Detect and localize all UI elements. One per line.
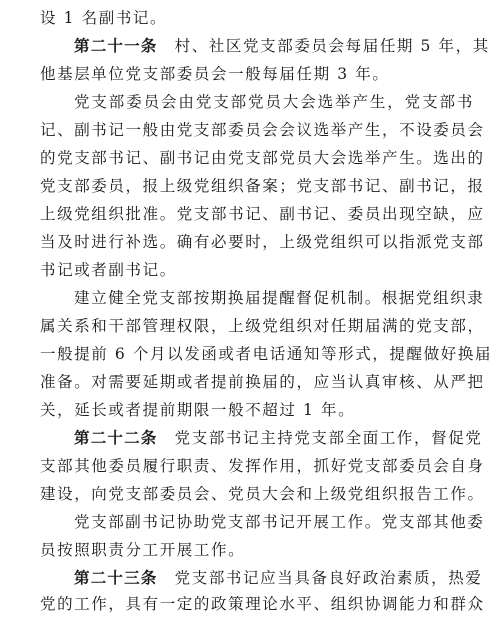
- line-text: 建设，向党支部委员会、党员大会和上级党组织报告工作。: [40, 485, 485, 503]
- line-text: 员按照职责分工开展工作。: [40, 541, 246, 559]
- line-text: 党支部委员会由党支部党员大会选举产生，党支部书: [74, 93, 474, 111]
- line-text: 记、副书记一般由党支部委员会会议选举产生，不设委员会: [40, 121, 485, 139]
- line-text: 关，延长或者提前期限一般不超过 1 年。: [40, 401, 356, 419]
- line-text: 设 1 名副书记。: [40, 9, 168, 27]
- article-heading: 第二十三条: [74, 569, 158, 587]
- line-text: 村、社区党支部委员会每届任期 5 年，其: [157, 37, 490, 55]
- line-text: 他基层单位党支部委员会一般每届任期 3 年。: [40, 65, 390, 83]
- line-text: 支部其他委员履行职责、发挥作用，抓好党支部委员会自身: [40, 457, 485, 475]
- line-text: 党的工作，具有一定的政策理论水平、组织协调能力和群众: [40, 595, 485, 613]
- line-text: 党支部副书记协助党支部书记开展工作。党支部其他委: [74, 513, 485, 531]
- line-text: 建立健全党支部按期换届提醒督促机制。根据党组织隶: [74, 289, 485, 307]
- line-text: 书记或者副书记。: [40, 261, 177, 279]
- article-heading: 第二十一条: [74, 37, 158, 55]
- line-text: 一般提前 6 个月以发函或者电话通知等形式，提醒做好换届: [40, 345, 493, 363]
- line-text: 属关系和干部管理权限，上级党组织对任期届满的党支部，: [40, 317, 485, 335]
- line-text: 当及时进行补选。确有必要时，上级党组织可以指派党支部: [40, 233, 485, 251]
- line-text: 的党支部书记、副书记由党支部党员大会选举产生。选出的: [40, 149, 485, 167]
- line-text: 准备。对需要延期或者提前换届的，应当认真审核、从严把: [40, 373, 485, 391]
- line-text: 党支部书记应当具备良好政治素质，热爱: [157, 569, 483, 587]
- article-heading: 第二十二条: [74, 429, 158, 447]
- line-text: 党支部委员，报上级党组织备案；党支部书记、副书记，报: [40, 177, 485, 195]
- line-text: 上级党组织批准。党支部书记、副书记、委员出现空缺，应: [40, 205, 485, 223]
- line-text: 党支部书记主持党支部全面工作，督促党: [157, 429, 483, 447]
- text-line-22: [40, 588, 485, 620]
